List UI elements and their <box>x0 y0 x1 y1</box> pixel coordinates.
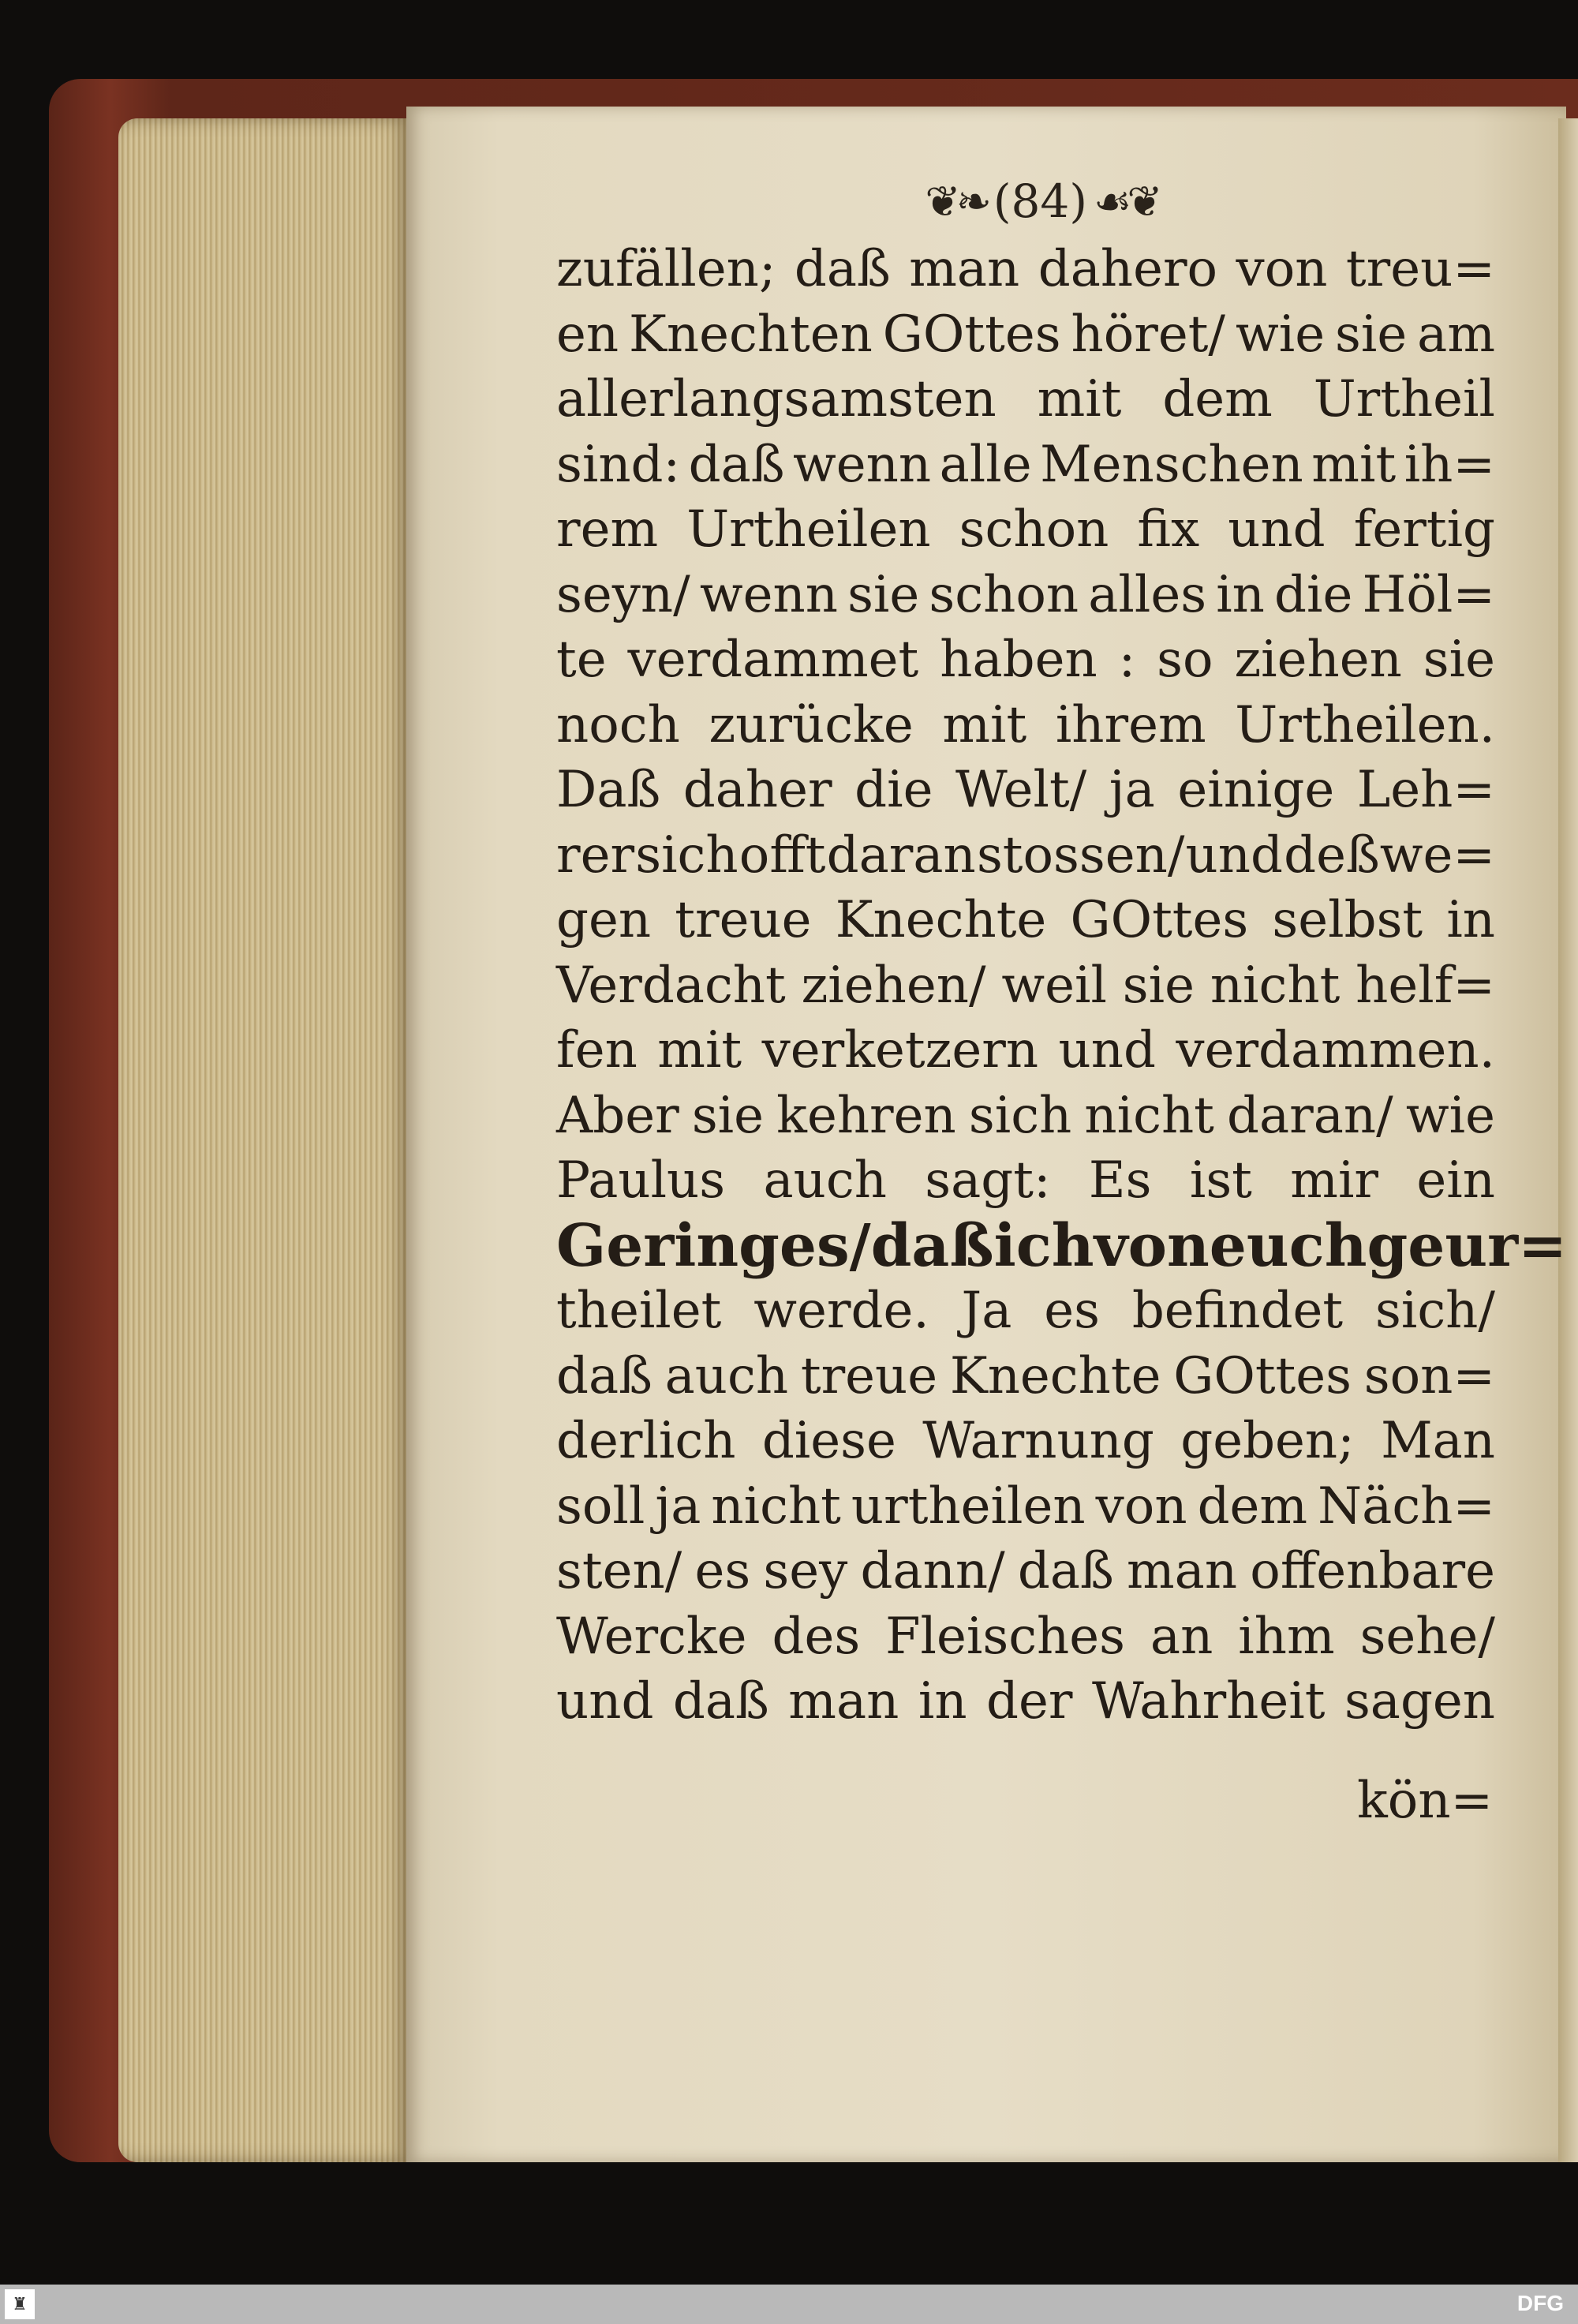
text-line: und daß man in der Wahrheit sagen <box>556 1672 1495 1731</box>
text-line: zufällen; daß man dahero von treu= <box>556 240 1495 298</box>
text-line: seyn/ wenn sie schon alles in die Höl= <box>556 565 1495 624</box>
text-line: Wercke des Fleisches an ihm sehe/ <box>556 1607 1495 1666</box>
text-line: Aber sie kehren sich nicht daran/ wie <box>556 1086 1495 1145</box>
text-line: theilet werde. Ja es befindet sich/ <box>556 1282 1495 1340</box>
library-seal-icon: ♜ <box>5 2289 35 2319</box>
page-stack-edge <box>118 118 410 2162</box>
catchword: kön= <box>1357 1772 1494 1830</box>
dfg-logo: DFG <box>1516 2291 1564 2315</box>
ornament-right-icon: ☙❦ <box>1093 176 1158 226</box>
page-number: (84) <box>993 174 1087 228</box>
text-line: rem Urtheilen schon fix und fertig <box>556 500 1495 559</box>
text-line: allerlangsamsten mit dem Urtheil <box>556 370 1495 428</box>
text-line: fen mit verketzern und verdammen. <box>556 1021 1495 1080</box>
text-line: gen treue Knechte GOttes selbst in <box>556 891 1495 949</box>
text-line: noch zurücke mit ihrem Urtheilen. <box>556 695 1495 754</box>
text-line: sind: daß wenn alle Menschen mit ih= <box>556 435 1495 494</box>
text-line: Daß daher die Welt/ ja einige Leh= <box>556 761 1495 819</box>
text-line: te verdammet haben : so ziehen sie <box>556 631 1495 689</box>
viewer-footer <box>0 2285 1578 2324</box>
text-line: daß auch treue Knechte GOttes son= <box>556 1346 1495 1405</box>
text-line: Geringes/daß ich von euch geur= <box>556 1211 1568 1280</box>
text-line: derlich diese Warnung geben; Man <box>556 1412 1495 1470</box>
text-line: Paulus auch sagt: Es ist mir ein <box>556 1151 1495 1210</box>
text-line: en Knechten GOttes höret/ wie sie am <box>556 305 1495 364</box>
text-line: rer sich offt daran stossen/ und deßwe= <box>556 825 1495 885</box>
text-line: Verdacht ziehen/ weil sie nicht helf= <box>556 956 1495 1015</box>
text-line: sten/ es sey dann/ daß man offenbare <box>556 1542 1495 1600</box>
facing-page-edge <box>1558 118 1578 2162</box>
ornament-left-icon: ❦❧ <box>925 176 987 226</box>
page-text <box>556 237 1568 1735</box>
page-header <box>876 170 1207 233</box>
text-line: soll ja nicht urtheilen von dem Näch= <box>556 1476 1495 1536</box>
